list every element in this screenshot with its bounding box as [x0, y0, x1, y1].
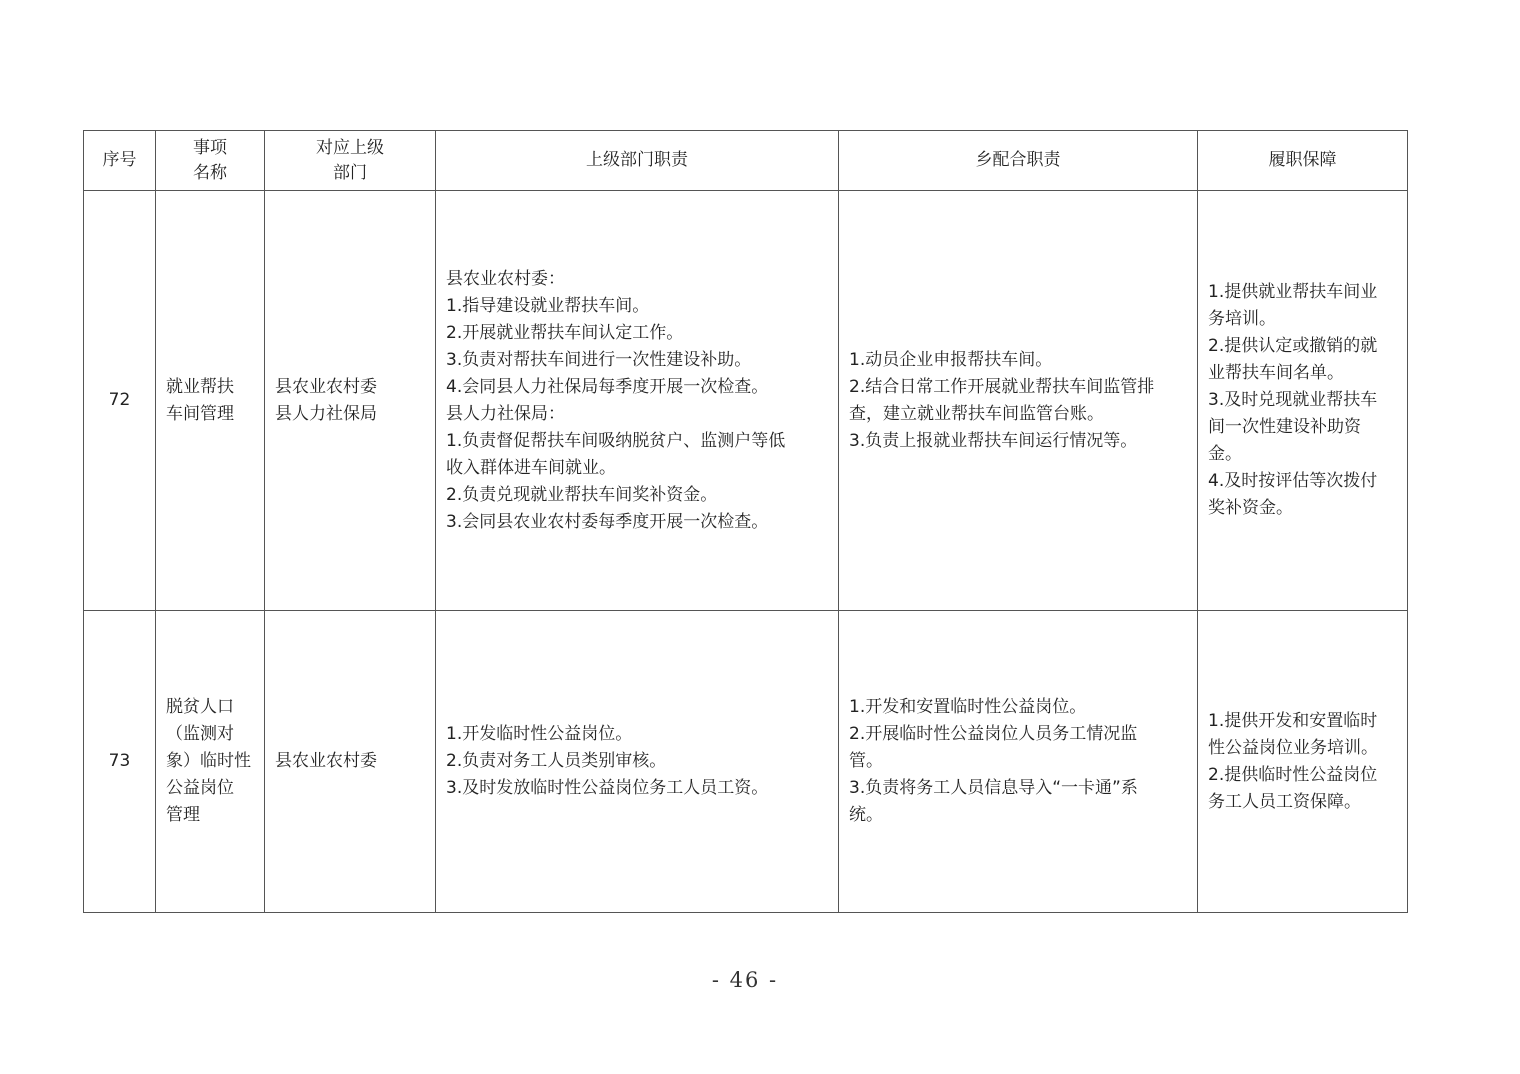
row-township-duty: 1.开发和安置临时性公益岗位。 2.开展临时性公益岗位人员务工情况监 管。 3.负责将务工人员信息导入“一卡通”系 统。	[839, 611, 1198, 913]
row-item-name: 脱贫人口 （监测对 象）临时性 公益岗位 管理	[156, 611, 265, 913]
header-seq: 序号	[84, 131, 156, 191]
row-superior-duty: 1.开发临时性公益岗位。 2.负责对务工人员类别审核。 3.及时发放临时性公益岗位务工人员工资。	[436, 611, 839, 913]
header-superior-duty: 上级部门职责	[436, 131, 839, 191]
header-item-name: 事项 名称	[156, 131, 265, 191]
table-row	[84, 611, 1408, 913]
row-guarantee: 1.提供就业帮扶车间业 务培训。 2.提供认定或撤销的就 业帮扶车间名单。 3.及时兑现就业帮扶车 间一次性建设补助资 金。 4.及时按评估等次拨付 奖补资金。	[1198, 191, 1408, 611]
row-guarantee: 1.提供开发和安置临时 性公益岗位业务培训。 2.提供临时性公益岗位 务工人员工资保障。	[1198, 611, 1408, 913]
table-row	[84, 191, 1408, 611]
table-header-row	[84, 131, 1408, 191]
row-superior-duty: 县农业农村委： 1.指导建设就业帮扶车间。 2.开展就业帮扶车间认定工作。 3.负责对帮扶车间进行一次性建设补助。 4.会同县人力社保局每季度开展一次检查。 县人力社保局： 1.负责督促帮扶车间吸纳脱贫户、监测户等低 收入群体进车间就业。 2.负责兑现就业帮扶车间奖补资金。 3.会同县农业农村委每季度开展一次检查。	[436, 191, 839, 611]
page-number: - 46 -	[711, 968, 779, 992]
row-seq: 72	[84, 191, 156, 611]
header-township-duty: 乡配合职责	[839, 131, 1198, 191]
row-seq: 73	[84, 611, 156, 913]
header-superior-dept: 对应上级 部门	[265, 131, 436, 191]
duty-table	[83, 130, 1408, 913]
row-township-duty: 1.动员企业申报帮扶车间。 2.结合日常工作开展就业帮扶车间监管排 查，建立就业帮扶车间监管台账。 3.负责上报就业帮扶车间运行情况等。	[839, 191, 1198, 611]
row-superior-dept: 县农业农村委	[265, 611, 436, 913]
row-item-name: 就业帮扶 车间管理	[156, 191, 265, 611]
header-guarantee: 履职保障	[1198, 131, 1408, 191]
row-superior-dept: 县农业农村委 县人力社保局	[265, 191, 436, 611]
